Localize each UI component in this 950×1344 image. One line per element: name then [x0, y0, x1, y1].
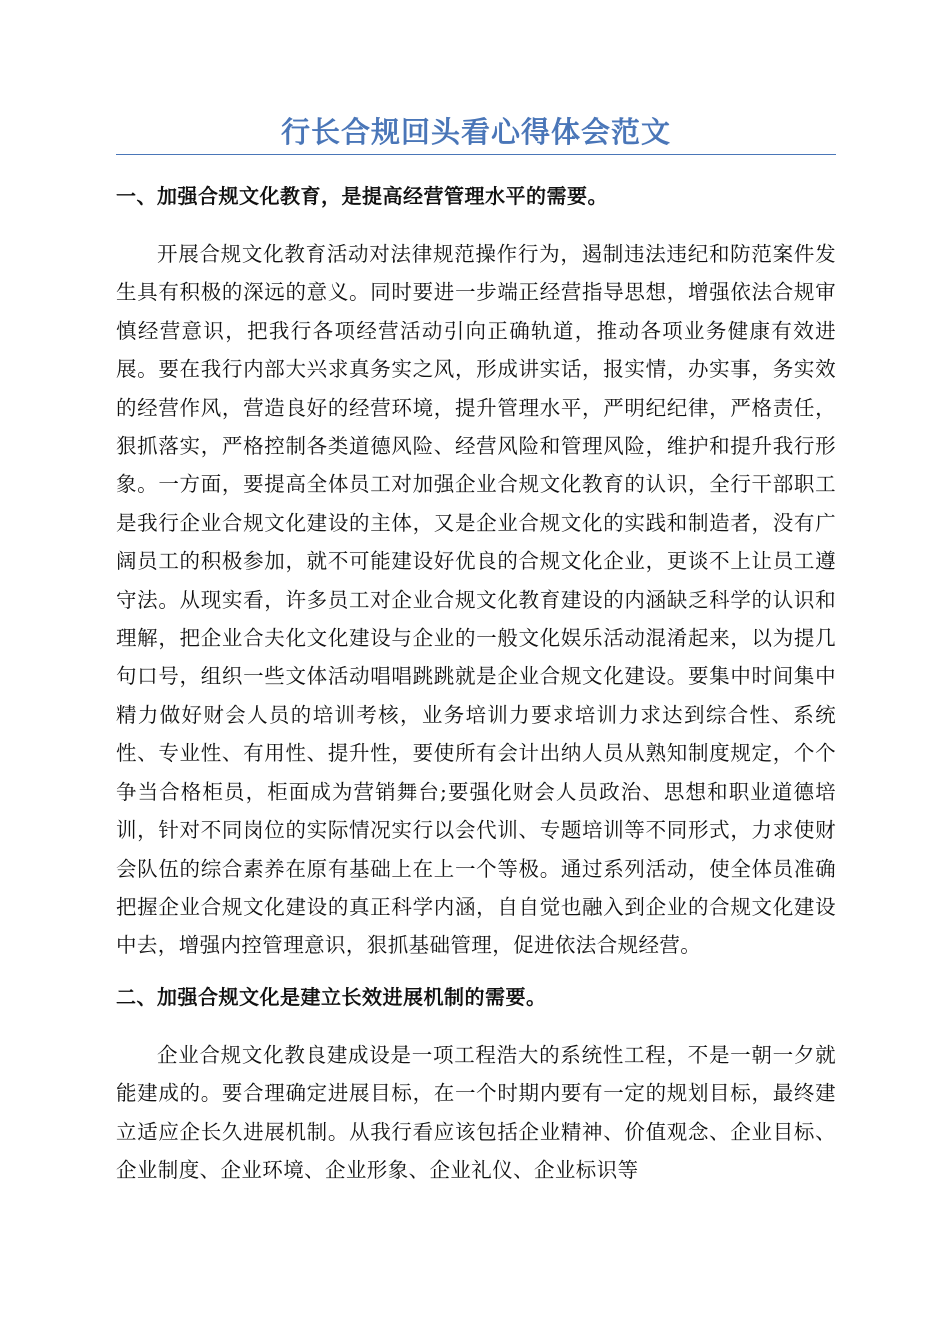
document-title: 行长合规回头看心得体会范文: [280, 115, 671, 149]
section-heading-2: 二、加强合规文化是建立长效进展机制的需要。: [116, 984, 547, 1009]
title-underline: [116, 154, 836, 155]
section-paragraph-1: 开展合规文化教育活动对法律规范操作行为，遏制违法违纪和防范案件发生具有积极的深远的意义。同时要进一步端正经营指导思想，增强依法合规审慎经营意识，把我行各项经营活动引向正确轨道，推动各项业务健康有效进展。要在我行内部大兴求真务实之风，形成讲实话，报实情，办实事，务实效的经营作风，营造良好的经营环境，提升管理水平，严明纪纪律，严格责任，狠抓落实，严格控制各类道德风险、经营风险和管理风险，维护和提升我行形象。一方面，要提高全体员工对加强企业合规文化教育的认识，全行干部职工是我行企业合规文化建设的主体，又是企业合规文化的实践和制造者，没有广阔员工的积极参加，就不可能建设好优良的合规文化企业，更谈不上让员工遵守法。从现实看，许多员工对企业合规文化教育建设的内涵缺乏科学的认识和理解，把企业合夫化文化建设与企业的一般文化娱乐活动混淆起来，以为提几句口号，组织一些文体活动唱唱跳跳就是企业合规文化建设。要集中时间集中精力做好财会人员的培训考核，业务培训力要求培训力求达到综合性、系统性、专业性、有用性、提升性，要使所有会计出纳人员从熟知制度规定，个个争当合格柜员，柜面成为营销舞台;要强化财会人员政治、思想和职业道德培训，针对不同岗位的实际情况实行以会代训、专题培训等不同形式，力求使财会队伍的综合素养在原有基础上在上一个等极。通过系列活动，使全体员准确把握企业合规文化建设的真正科学内涵，自自觉也融入到企业的合规文化建设中去，增强内控管理意识，狠抓基础管理，促进依法合规经营。: [116, 242, 836, 958]
section-heading-1: 一、加强合规文化教育，是提高经营管理水平的需要。: [116, 184, 608, 208]
document-page: [116, 110, 836, 1206]
section-paragraph-2: 企业合规文化教良建成设是一项工程浩大的系统性工程，不是一朝一夕就能建成的。要合理确定进展目标，在一个时期内要有一定的规划目标，最终建立适应企长久进展机制。从我行看应该包括企业精神、价值观念、企业目标、企业制度、企业环境、企业形象、企业礼仪、企业标识等: [116, 1042, 836, 1182]
